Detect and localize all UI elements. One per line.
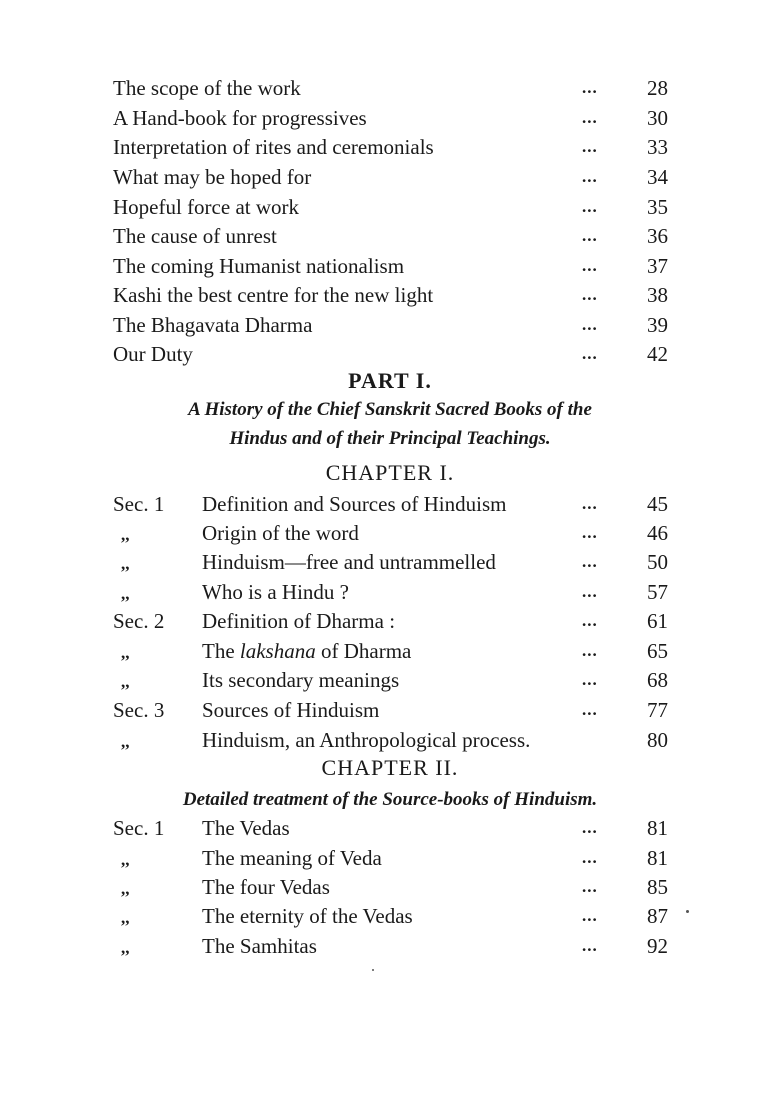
page-number: 46 [647,521,668,545]
entry-title: The Bhagavata Dharma [113,313,313,337]
part-subtitle-line1: A History of the Chief Sanskrit Sacred Books of the [188,399,592,420]
toc-entry [0,872,780,902]
leader-dots: ... [582,848,598,867]
page-number: 34 [647,165,668,189]
leader-dots: ... [582,494,598,513]
page-number: 77 [647,698,668,722]
ditto-mark: ,, [121,584,130,603]
toc-entry [0,931,780,961]
leader-dots: ... [582,108,598,127]
leader-dots: ... [582,256,598,275]
entry-title: Hinduism—free and untrammelled [202,550,496,574]
leader-dots: ... [582,197,598,216]
section-label: Sec. 2 [113,609,165,633]
leader-dots: ... [582,670,598,689]
leader-dots: ... [582,315,598,334]
page-number: 38 [647,283,668,307]
leader-dots: ... [582,906,598,925]
entry-title: Interpretation of rites and ceremonials [113,135,434,159]
leader-dots: ... [582,818,598,837]
page-number: 42 [647,342,668,366]
section-label: Sec. 1 [113,816,165,840]
toc-entry [0,725,780,755]
toc-entry [0,251,780,281]
page-number: 37 [647,254,668,278]
entry-title: Sources of Hinduism [202,698,380,722]
toc-entry [0,339,780,369]
toc-entry [0,665,780,695]
leader-dots: ... [582,641,598,660]
toc-entry [0,221,780,251]
leader-dots: ... [582,582,598,601]
entry-title: Who is a Hindu ? [202,580,349,604]
toc-entry [0,310,780,340]
leader-dots: ... [582,344,598,363]
entry-title: The coming Humanist nationalism [113,254,405,278]
entry-title: The Samhitas [202,934,317,958]
part-heading: PART I. [348,368,432,393]
page-number: 61 [647,609,668,633]
page-number: 57 [647,580,668,604]
toc-entry [0,132,780,162]
toc-entry [0,547,780,577]
toc-entry [0,606,780,636]
leader-dots: ... [582,285,598,304]
toc-entry [0,162,780,192]
leader-dots: ... [582,78,598,97]
toc-entry [0,518,780,548]
entry-title: Its secondary meanings [202,668,400,692]
entry-title: Definition of Dharma : [202,609,396,633]
section-label: Sec. 3 [113,698,165,722]
toc-entry [0,636,780,666]
page-number: 87 [647,904,668,928]
page-number: 65 [647,639,668,663]
leader-dots: ... [582,552,598,571]
toc-entry [0,489,780,519]
entry-title: The cause of unrest [113,224,277,248]
entry-title: Definition and Sources of Hinduism [202,492,507,516]
chapter-heading: CHAPTER II. [321,755,459,780]
chapter-heading: CHAPTER I. [325,460,455,485]
entry-title: Hinduism, an Anthropological process. [202,728,531,752]
ditto-mark: ,, [121,938,130,957]
ditto-mark: ,, [121,908,130,927]
ditto-mark: ,, [121,732,130,751]
page-number: 30 [647,106,668,130]
toc-entry [0,901,780,931]
entry-title: The lakshana of Dharma [202,639,412,663]
entry-title: What may be hoped for [113,165,312,189]
page-number: 68 [647,668,668,692]
paper-speck [686,910,689,913]
leader-dots: ... [582,936,598,955]
ditto-mark: ,, [121,672,130,691]
page-number: 39 [647,313,668,337]
ditto-mark: ,, [121,879,130,898]
page-number: 33 [647,135,668,159]
entry-title: Our Duty [113,342,193,366]
leader-dots: ... [582,877,598,896]
page-number: 45 [647,492,668,516]
toc-entry [0,695,780,725]
toc-entry [0,192,780,222]
entry-title: The Vedas [202,816,290,840]
toc-entry [0,843,780,873]
toc-entry [0,103,780,133]
leader-dots: ... [582,523,598,542]
toc-entry [0,577,780,607]
toc-entry [0,813,780,843]
entry-title: The eternity of the Vedas [202,904,413,928]
paper-speck [372,969,374,971]
page-number: 50 [647,550,668,574]
toc-entry [0,73,780,103]
entry-title: Kashi the best centre for the new light [113,283,434,307]
ditto-mark: ,, [121,525,130,544]
chapter-subtitle: Detailed treatment of the Source-books of Hinduism. [182,789,598,810]
ditto-mark: ,, [121,554,130,573]
part-subtitle-line2: Hindus and of their Principal Teachings. [229,428,551,449]
page-number: 81 [647,846,668,870]
entry-title: The scope of the work [113,76,301,100]
leader-dots: ... [582,226,598,245]
ditto-mark: ,, [121,643,130,662]
toc-entry [0,280,780,310]
ditto-mark: ,, [121,850,130,869]
entry-title: A Hand-book for progressives [113,106,367,130]
leader-dots: ... [582,611,598,630]
section-label: Sec. 1 [113,492,165,516]
page-number: 92 [647,934,668,958]
entry-title: Hopeful force at work [113,195,300,219]
entry-title: The meaning of Veda [202,846,382,870]
leader-dots: ... [582,137,598,156]
page-number: 35 [647,195,668,219]
page-number: 80 [647,728,668,752]
page-number: 36 [647,224,668,248]
entry-title: The four Vedas [202,875,330,899]
entry-title: Origin of the word [202,521,359,545]
page-number: 81 [647,816,668,840]
page-number: 28 [647,76,668,100]
leader-dots: ... [582,167,598,186]
leader-dots: ... [582,700,598,719]
page-number: 85 [647,875,668,899]
